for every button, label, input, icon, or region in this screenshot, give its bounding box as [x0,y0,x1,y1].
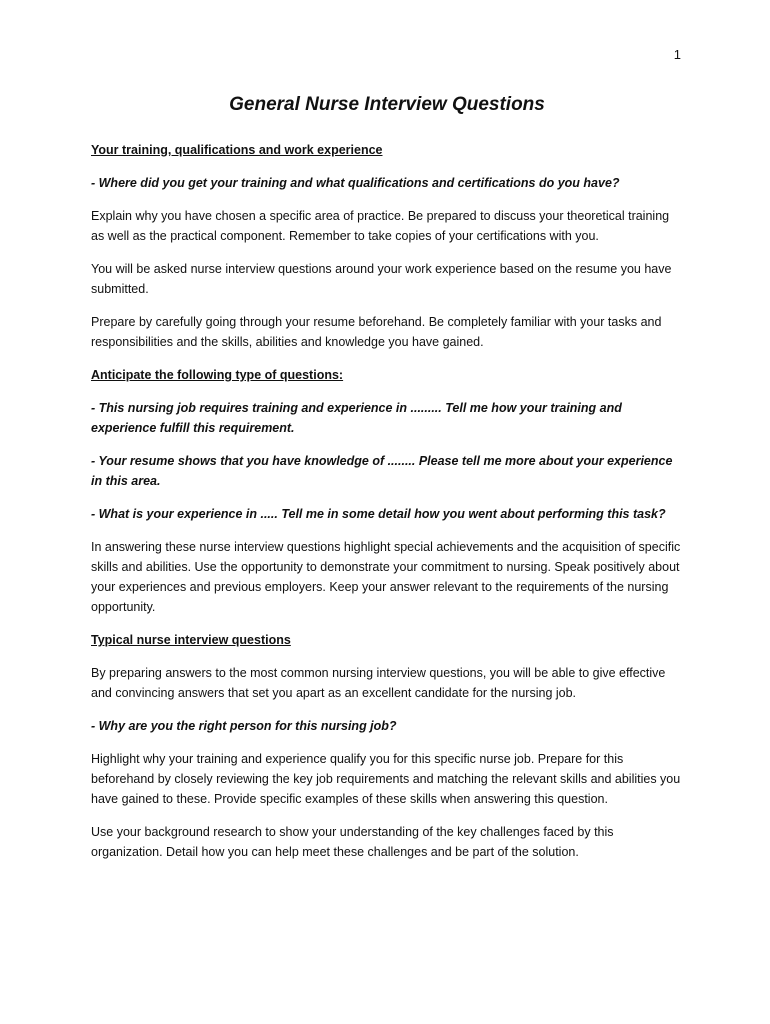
question-training-qualifications: - Where did you get your training and what qualifications and certifications do you have? [91,176,620,190]
paragraph-area-of-practice: Explain why you have chosen a specific area of practice. Be prepared to discuss your theoretical training as well as the practical component. Remember to take copies of your certifications with you. [91,209,670,243]
paragraph-prepare-resume: Prepare by carefully going through your resume beforehand. Be completely familiar with your tasks and responsibilities and the skills, abilities and knowledge you have gained. [91,315,662,349]
paragraph-highlight-achievements: In answering these nurse interview questions highlight special achievements and the acquisition of specific skills and abilities. Use the opportunity to demonstrate your commitment to nursing. Speak positively about your experiences and previous employers. Keep your answer relevant to the requirements of the nursing opportunity. [91,540,681,614]
document-body [91,92,683,875]
document-title: General Nurse Interview Questions [229,94,545,115]
section-heading-typical: Typical nurse interview questions [91,633,291,647]
paragraph-highlight-training: Highlight why your training and experience qualify you for this specific nurse job. Prepare for this beforehand by closely reviewing the key job requirements and matching the relevant skills and abilities you have gained to these. Provide specific examples of these skills when answering this question. [91,752,681,806]
section-heading-anticipate: Anticipate the following type of questions: [91,368,344,382]
question-experience-detail: - What is your experience in ..... Tell me in some detail how you went about performing this task? [91,507,666,521]
section-heading-training: Your training, qualifications and work experience [91,143,383,157]
paragraph-preparing-answers: By preparing answers to the most common nursing interview questions, you will be able to give effective and convincing answers that set you apart as an excellent candidate for the nursing job. [91,666,666,700]
question-resume-knowledge: - Your resume shows that you have knowledge of ........ Please tell me more about your experience in this area. [91,454,673,488]
paragraph-background-research: Use your background research to show your understanding of the key challenges faced by this organization. Detail how you can help meet these challenges and be part of the solution. [91,825,614,859]
page-number: 1 [673,47,681,62]
question-right-person: - Why are you the right person for this nursing job? [91,719,397,733]
question-job-requirements: - This nursing job requires training and experience in ......... Tell me how your training and experience fulfill this requirement. [91,401,622,435]
paragraph-work-experience: You will be asked nurse interview questions around your work experience based on the resume you have submitted. [91,262,672,296]
